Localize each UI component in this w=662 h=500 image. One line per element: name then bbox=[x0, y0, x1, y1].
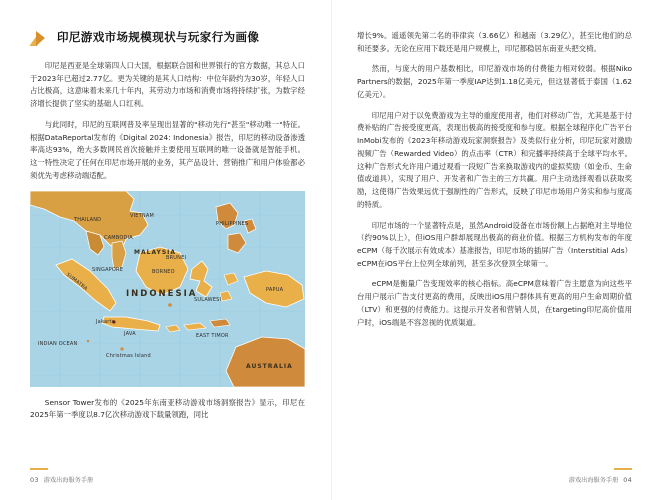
footer-right bbox=[569, 475, 632, 484]
page-number: 04 bbox=[623, 475, 632, 484]
map-label-indonesia: INDONESIA bbox=[126, 288, 198, 299]
footer-label: 游戏出海服务手册 bbox=[43, 477, 94, 484]
map-label-thailand: THAILAND bbox=[74, 216, 102, 223]
map-label-java: JAVA bbox=[124, 330, 136, 337]
map-label-east-timor: EAST TIMOR bbox=[196, 332, 229, 339]
section-heading bbox=[30, 30, 305, 46]
page-right bbox=[331, 0, 662, 500]
page-number: 03 bbox=[30, 475, 39, 484]
bookmark-icon bbox=[30, 30, 50, 46]
map-label-singapore: SINGAPORE bbox=[92, 266, 124, 273]
paragraph: 与此同时，印尼的互联网普及率呈现出显著的"移动先行"甚至"移动唯一"特征。根据DataReportal发布的《Digital 2024: Indonesia》报告，印尼的移动设备渗透率高达93%，绝大多数网民首次接触并主要使用互联网的唯一设备就是智能手机。这一特性决定了任何在印尼市场开展的业务，其产品设计、营销推广和用户体验都必须优先考虑移动端适配。 bbox=[30, 119, 305, 180]
map-graphic bbox=[30, 191, 305, 387]
map-label-jakarta: Jakarta bbox=[96, 318, 115, 325]
map-label-philippines: PHILIPPINES bbox=[216, 220, 249, 227]
map-label-sulawesi: SULAWESI bbox=[194, 296, 222, 303]
map-label-papua: PAPUA bbox=[266, 286, 284, 293]
southeast-asia-map bbox=[30, 191, 305, 387]
footer-rule bbox=[30, 468, 48, 470]
figure-caption: Sensor Tower发布的《2025年东南亚移动游戏市场洞察报告》显示，印尼在2025年第一季度以8.7亿次移动游戏下载量领跑，同比 bbox=[30, 397, 305, 420]
page-title: 印尼游戏市场规模现状与玩家行为画像 bbox=[57, 30, 260, 45]
map-label-australia: AUSTRALIA bbox=[246, 362, 293, 370]
paragraph: 然而，与庞大的用户基数相比，印尼游戏市场的付费能力相对较弱。根据Niko Partners的数据，2025年第一季度IAP达到1.18亿美元，但这显著低于泰国（1.62亿美元）。 bbox=[357, 64, 632, 99]
footer-rule bbox=[614, 468, 632, 470]
map-label-indian-ocean: INDIAN OCEAN bbox=[38, 340, 78, 347]
paragraph: eCPM是衡量广告变现效率的核心指标。高eCPM意味着广告主愿意为向这些平台用户展示广告支付更高的费用，反映出iOS用户群体具有更高的用户生命周期价值（LTV）和更强的付费能力。这提示开发者和营销人员，在targeting印尼高价值用户时，iOS端是不容忽视的优质渠道。 bbox=[357, 279, 632, 327]
map-label-malaysia: MALAYSIA bbox=[134, 248, 177, 256]
map-label-christmas-island: Christmas Island bbox=[106, 352, 151, 359]
paragraph: 增长9%。遥遥领先第二名的菲律宾（3.66亿）和越南（3.29亿），甚至比他们的总和还要多。无论在应用下载还是用户规模上，印尼都稳居东南亚头把交椅。 bbox=[357, 31, 632, 53]
paragraph: 印尼是西亚是全球第四人口大国，根据联合国和世界银行的官方数据，其总人口于2023年已超过2.77亿。更为关键的是其人口结构：中位年龄约为30岁，年轻人口占比极高，这意味着未来几十年内，其劳动力市场和消费市场将持续扩张，为数字经济增长提供了坚实的基础人口红利。 bbox=[30, 61, 305, 109]
map-label-borneo: BORNEO bbox=[152, 268, 175, 275]
footer-left bbox=[30, 475, 93, 484]
footer-label: 游戏出海服务手册 bbox=[568, 477, 619, 484]
paragraph: 印尼市场的一个显著特点是，虽然Android设备在市场份额上占据绝对主导地位（约90%以上），但iOS用户群却展现出极高的商业价值。根据三方机构发布的年度eCPM（每千次展示有效成本）基准报告，印尼市场的插屏广告（Interstitial Ads）eCPM在iOS平台上位列全球前列，甚至多次登顶全球第一。 bbox=[357, 220, 632, 268]
map-label-sumatra: SUMATRA bbox=[64, 271, 89, 292]
paragraph: 印尼用户对于以免费游戏为主导的重度使用者，他们对移动广告，尤其是基于付费补贴的广告接受度更高，表现出极高的接受度和参与度。根据全球程序化广告平台InMobi发布的《2023年移动游戏玩家洞察报告》及类似行业分析，印尼玩家对激励视频广告（Rewarded Video）的点击率（CTR）和完播率持续高于全球平均水平。这种广告形式允许用户通过观看一段短广告来换取游戏内的虚拟奖励（如金币、生命值或道具），实现了用户、开发者和广告主的三方共赢。用户主动选择观看以获取奖励，这使得广告效果远优于强制性的广告形式，反映了印尼市场用户务实和参与度高的特质。 bbox=[357, 110, 632, 209]
map-label-cambodia: CAMBODIA bbox=[104, 234, 133, 241]
map-label-vietnam: VIETNAM bbox=[130, 212, 154, 219]
map-label-brunei: BRUNEI bbox=[166, 254, 187, 261]
